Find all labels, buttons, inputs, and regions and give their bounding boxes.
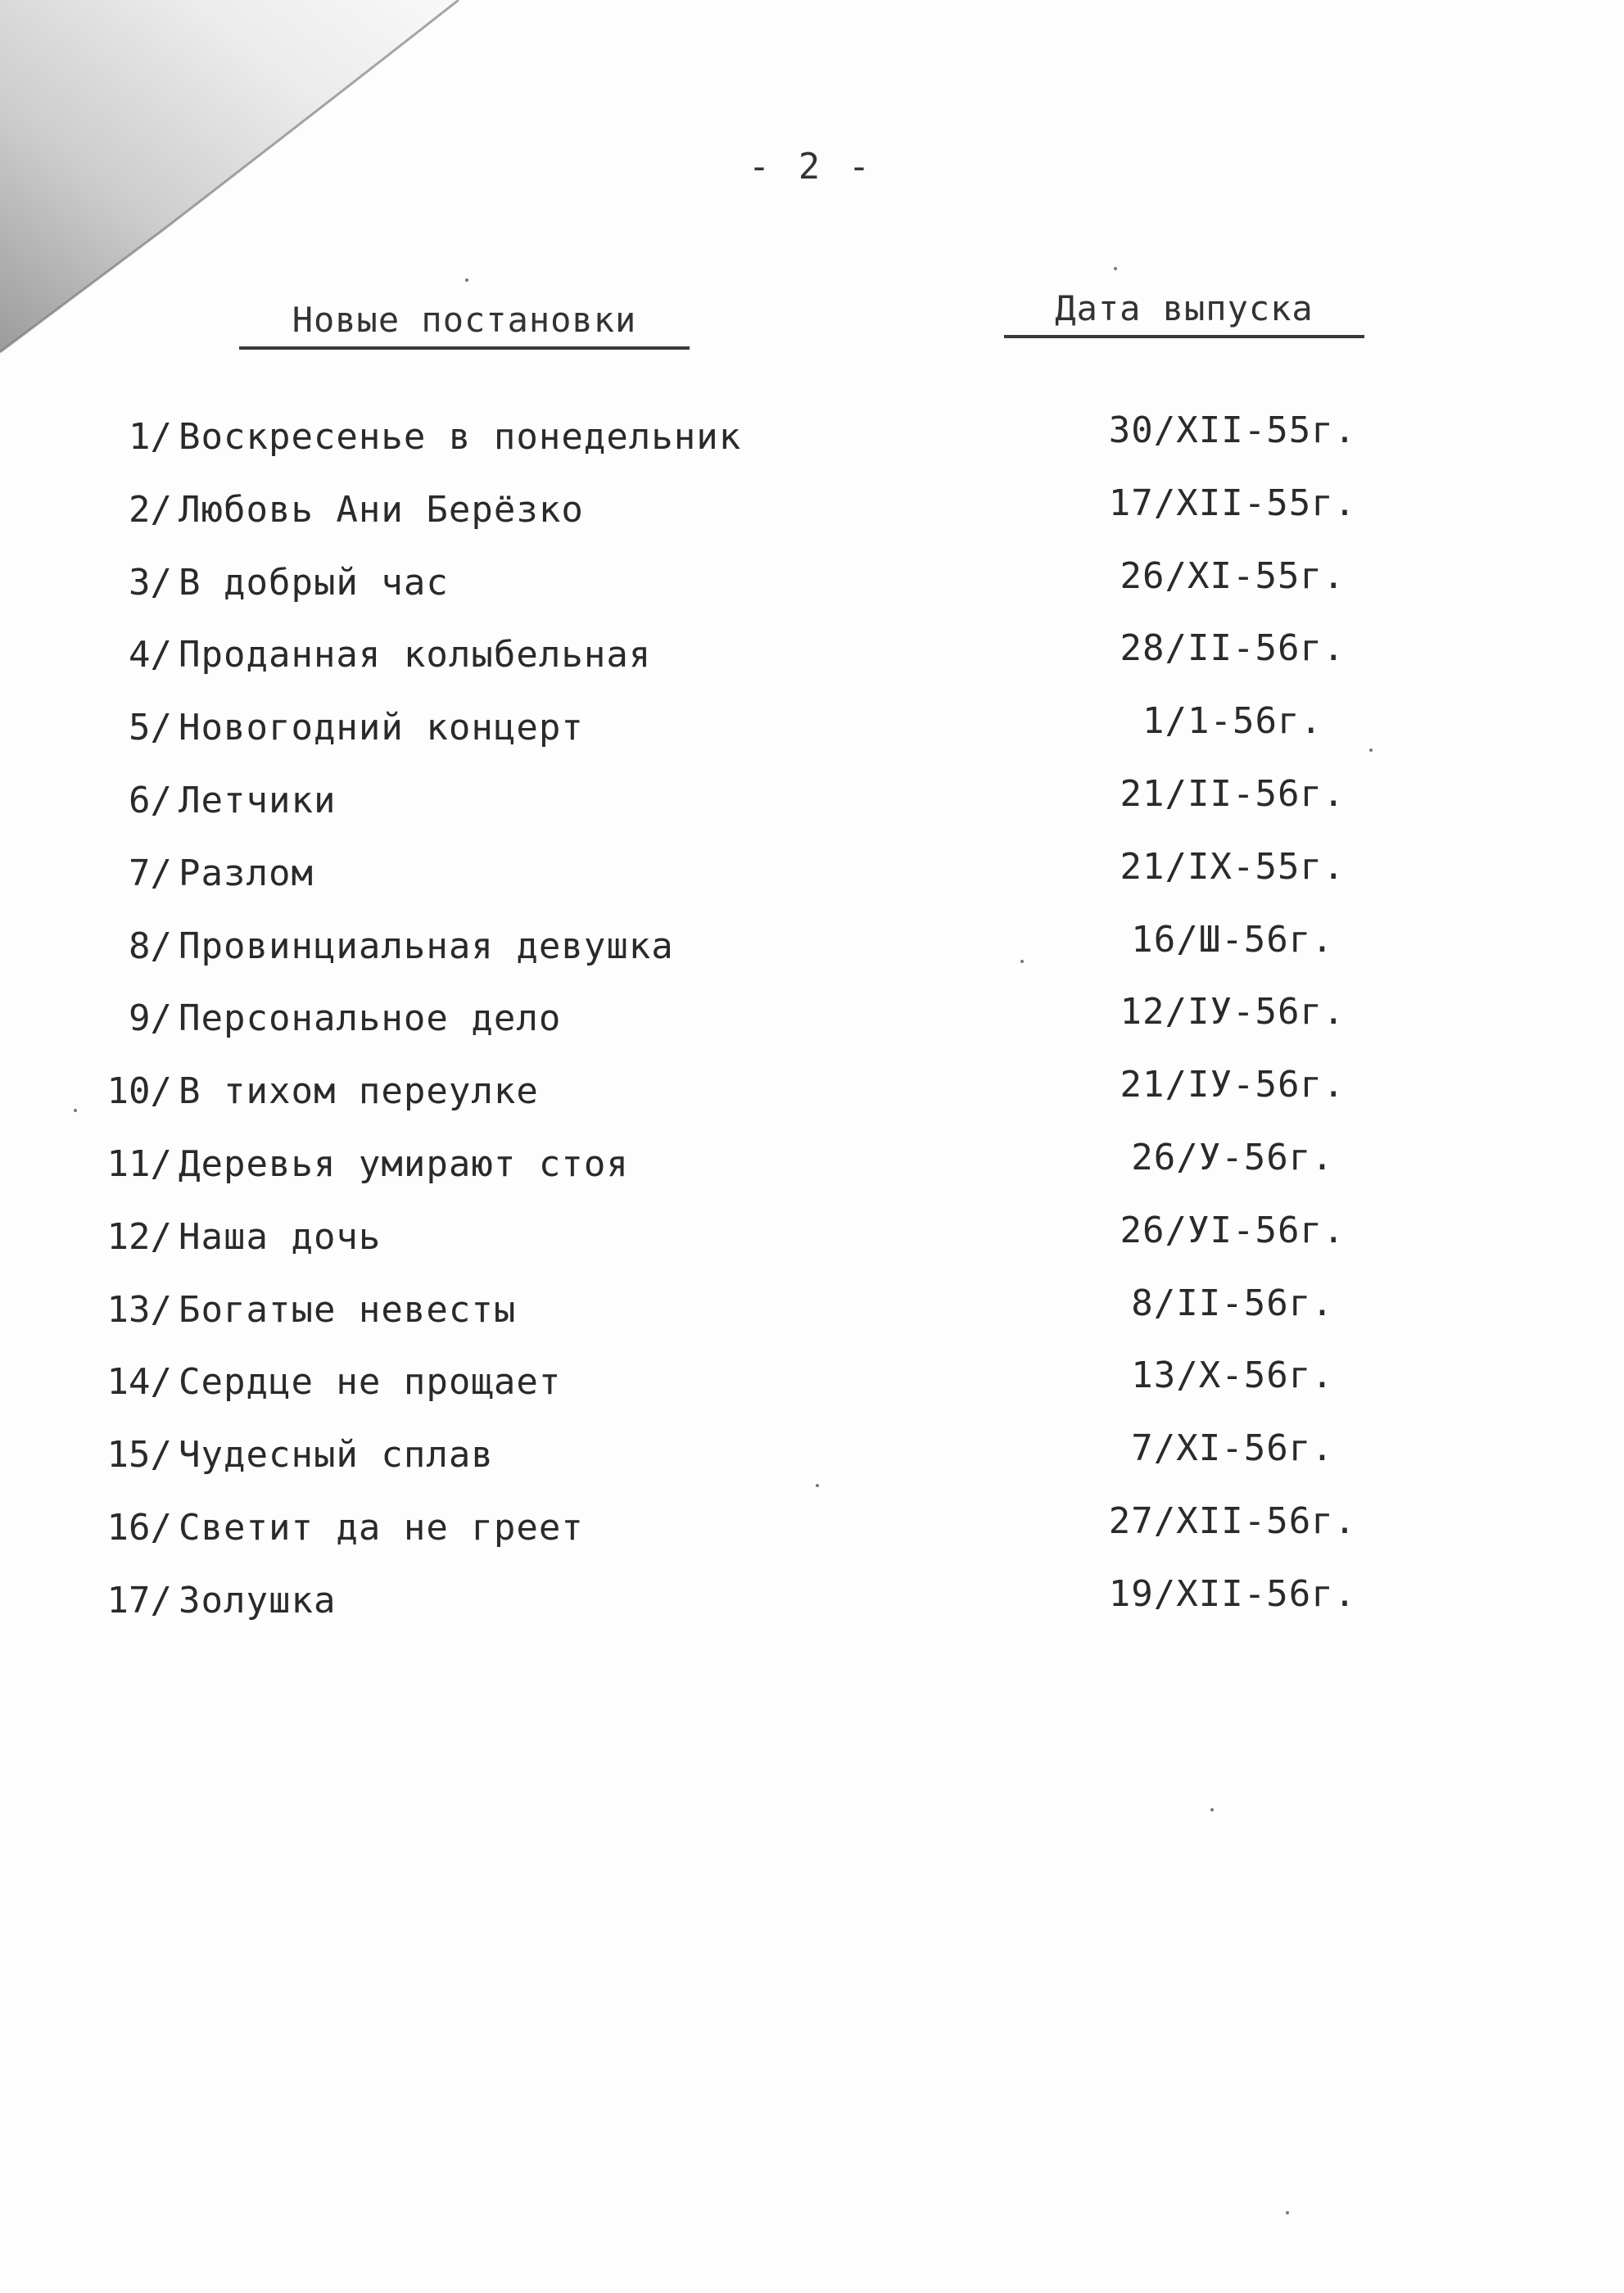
scan-speck (74, 1109, 77, 1112)
list-item (98, 555, 1376, 628)
list-item (98, 1282, 1376, 1355)
list-item (98, 1500, 1376, 1573)
item-date: 19/XII-56г. (1108, 1572, 1357, 1615)
item-title: Сердце не прощает (179, 1361, 562, 1404)
list-item (98, 482, 1376, 555)
item-title: Золушка (179, 1579, 337, 1621)
item-date: 26/УI-56г. (1120, 1209, 1346, 1251)
item-title: Проданная колыбельная (179, 634, 652, 676)
item-title: Чудесный сплав (179, 1434, 494, 1477)
list-item (98, 1427, 1376, 1500)
item-date: 16/Ш-56г. (1131, 918, 1334, 961)
item-number: 15/ (106, 1434, 172, 1477)
list-item (98, 1210, 1376, 1282)
item-number: 16/ (106, 1506, 172, 1549)
productions-list (98, 409, 1376, 1646)
item-date: 17/XII-55г. (1108, 482, 1357, 524)
page-number: - 2 - (748, 146, 874, 188)
list-item (98, 409, 1376, 482)
item-number: 10/ (106, 1070, 172, 1113)
item-date: 21/IУ-56г. (1120, 1064, 1346, 1106)
item-date: 26/У-56г. (1131, 1136, 1334, 1178)
item-date: 26/XI-55г. (1120, 554, 1346, 597)
scan-speck (816, 1484, 819, 1487)
item-number: 6/ (129, 779, 172, 821)
scan-speck (1114, 267, 1117, 270)
item-date: 12/IУ-56г. (1120, 991, 1346, 1033)
item-number: 3/ (129, 561, 172, 604)
item-date: 28/II-56г. (1120, 627, 1346, 670)
list-item (98, 700, 1376, 773)
item-title: Любовь Ани Берёзко (179, 488, 584, 531)
scan-speck (1020, 960, 1024, 963)
item-number: 8/ (129, 925, 172, 967)
item-number: 5/ (129, 707, 172, 749)
scan-speck (1369, 749, 1373, 752)
list-item (98, 627, 1376, 700)
scan-speck (1286, 2211, 1289, 2214)
item-date: 21/IX-55г. (1120, 845, 1346, 888)
header-new-productions: Новые постановки (239, 300, 690, 350)
item-date: 30/XII-55г. (1108, 409, 1357, 451)
item-title: Воскресенье в понедельник (179, 416, 742, 458)
item-number: 7/ (129, 852, 172, 894)
item-date: 7/XI-56г. (1131, 1427, 1334, 1470)
item-number: 4/ (129, 634, 172, 676)
item-number: 11/ (106, 1142, 172, 1185)
list-item (98, 991, 1376, 1064)
item-title: Провинциальная девушка (179, 925, 674, 967)
item-title: Новогодний концерт (179, 707, 584, 749)
header-release-date: Дата выпуска (1004, 288, 1364, 338)
item-title: Разлом (179, 852, 314, 894)
item-number: 1/ (129, 416, 172, 458)
item-number: 17/ (106, 1579, 172, 1621)
item-number: 14/ (106, 1361, 172, 1404)
list-item (98, 1573, 1376, 1646)
item-date: 21/II-56г. (1120, 772, 1346, 815)
item-title: Богатые невесты (179, 1288, 517, 1331)
item-title: Летчики (179, 779, 337, 821)
item-title: В добрый час (179, 561, 449, 604)
list-item (98, 846, 1376, 919)
item-date: 1/1-56г. (1142, 700, 1323, 743)
list-item (98, 1137, 1376, 1210)
item-date: 8/II-56г. (1131, 1282, 1334, 1324)
list-item (98, 1355, 1376, 1427)
item-number: 2/ (129, 488, 172, 531)
list-item (98, 1064, 1376, 1137)
item-number: 12/ (106, 1215, 172, 1258)
item-title: Персональное дело (179, 997, 562, 1040)
item-title: Наша дочь (179, 1215, 382, 1258)
item-date: 13/X-56г. (1131, 1355, 1334, 1397)
item-title: Светит да не греет (179, 1506, 584, 1549)
item-date: 27/XII-56г. (1108, 1499, 1357, 1542)
item-number: 9/ (129, 997, 172, 1040)
scan-speck (465, 278, 468, 282)
item-title: В тихом переулке (179, 1070, 539, 1113)
list-item (98, 919, 1376, 992)
item-title: Деревья умирают стоя (179, 1142, 629, 1185)
item-number: 13/ (106, 1288, 172, 1331)
list-item (98, 773, 1376, 846)
scan-speck (1210, 1808, 1214, 1811)
